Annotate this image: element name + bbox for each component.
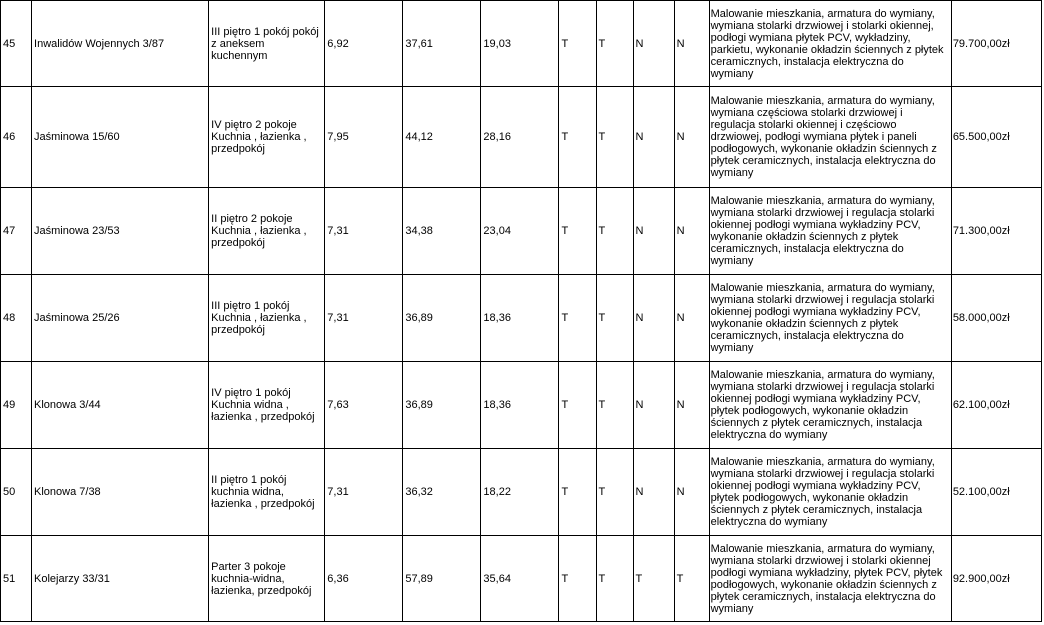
- table-row: [1, 87, 1042, 188]
- price-cell: 79.700,00zł: [951, 1, 1041, 87]
- flag-cell-3: N: [633, 275, 674, 362]
- value-cell-1: 7,63: [325, 362, 403, 449]
- flag-cell-3: T: [633, 536, 674, 622]
- flag-cell-3: N: [633, 87, 674, 188]
- value-cell-3: 18,22: [481, 449, 559, 536]
- flag-cell-1: T: [559, 87, 596, 188]
- flag-cell-1: T: [559, 188, 596, 275]
- layout-cell: IV piętro 2 pokoje Kuchnia , łazienka , przedpokój: [209, 87, 325, 188]
- address-cell: Klonowa 3/44: [32, 362, 209, 449]
- row-number: 49: [1, 362, 32, 449]
- value-cell-1: 6,92: [325, 1, 403, 87]
- value-cell-1: 7,31: [325, 275, 403, 362]
- value-cell-3: 23,04: [481, 188, 559, 275]
- description-cell: Malowanie mieszkania, armatura do wymiany, wymiana stolarki drzwiowej i regulacja stolarki okiennej podłogi wymiana wykładziny PCV, płytek podłogowych, wykonanie okładzin ściennych z płytek ceramicznych, instalacja elektryczna do wymiany: [709, 449, 951, 536]
- address-cell: Jaśminowa 15/60: [32, 87, 209, 188]
- flag-cell-2: T: [596, 536, 633, 622]
- flag-cell-2: T: [596, 275, 633, 362]
- flag-cell-2: T: [596, 87, 633, 188]
- flag-cell-4: N: [674, 275, 709, 362]
- row-number: 51: [1, 536, 32, 622]
- table-row: [1, 188, 1042, 275]
- address-cell: Klonowa 7/38: [32, 449, 209, 536]
- flag-cell-3: N: [633, 188, 674, 275]
- flag-cell-1: T: [559, 1, 596, 87]
- price-cell: 62.100,00zł: [951, 362, 1041, 449]
- flag-cell-4: N: [674, 449, 709, 536]
- description-cell: Malowanie mieszkania, armatura do wymiany, wymiana stolarki drzwiowej i regulacja stolarki okiennej podłogi wymiana wykładziny PCV, wykonanie okładzin ściennych z płytek ceramicznych, instalacja elektryczna do wymiany: [709, 275, 951, 362]
- table-row: [1, 536, 1042, 622]
- flag-cell-2: T: [596, 362, 633, 449]
- value-cell-2: 36,89: [403, 275, 481, 362]
- row-number: 45: [1, 1, 32, 87]
- flag-cell-4: N: [674, 1, 709, 87]
- price-cell: 58.000,00zł: [951, 275, 1041, 362]
- flag-cell-2: T: [596, 1, 633, 87]
- value-cell-3: 18,36: [481, 362, 559, 449]
- value-cell-3: 28,16: [481, 87, 559, 188]
- value-cell-2: 36,32: [403, 449, 481, 536]
- value-cell-3: 35,64: [481, 536, 559, 622]
- row-number: 47: [1, 188, 32, 275]
- address-cell: Jaśminowa 23/53: [32, 188, 209, 275]
- flag-cell-3: N: [633, 1, 674, 87]
- description-cell: Malowanie mieszkania, armatura do wymiany, wymiana częściowa stolarki drzwiowej i regulacja stolarki okiennej i częściowo drzwiowej, podłogi wymiana płytek i paneli podłogowych, wykonanie okładzin ściennych z płytek ceramicznych, instalacja elektryczna do wymiany: [709, 87, 951, 188]
- description-cell: Malowanie mieszkania, armatura do wymiany, wymiana stolarki drzwiowej i stolarki okiennej podłogi wymiana wykładziny, płytek PCV, płytek podłogowych, wykonanie okładzin ściennych z płytek ceramicznych, instalacja elektryczna do wymiany: [709, 536, 951, 622]
- value-cell-2: 36,89: [403, 362, 481, 449]
- table-row: [1, 1, 1042, 87]
- value-cell-2: 44,12: [403, 87, 481, 188]
- table-row: [1, 362, 1042, 449]
- value-cell-1: 7,95: [325, 87, 403, 188]
- flag-cell-2: T: [596, 188, 633, 275]
- value-cell-2: 34,38: [403, 188, 481, 275]
- layout-cell: III piętro 1 pokój Kuchnia , łazienka , przedpokój: [209, 275, 325, 362]
- flag-cell-3: N: [633, 362, 674, 449]
- layout-cell: Parter 3 pokoje kuchnia-widna, łazienka, przedpokój: [209, 536, 325, 622]
- flag-cell-1: T: [559, 449, 596, 536]
- value-cell-1: 7,31: [325, 449, 403, 536]
- flag-cell-2: T: [596, 449, 633, 536]
- value-cell-1: 6,36: [325, 536, 403, 622]
- value-cell-1: 7,31: [325, 188, 403, 275]
- value-cell-2: 37,61: [403, 1, 481, 87]
- address-cell: Kolejarzy 33/31: [32, 536, 209, 622]
- layout-cell: II piętro 1 pokój kuchnia widna, łazienka , przedpokój: [209, 449, 325, 536]
- table-row: [1, 449, 1042, 536]
- address-cell: Jaśminowa 25/26: [32, 275, 209, 362]
- row-number: 46: [1, 87, 32, 188]
- description-cell: Malowanie mieszkania, armatura do wymiany, wymiana stolarki drzwiowej i regulacja stolarki okiennej podłogi wymiana wykładziny PCV, wykonanie okładzin ściennych z płytek ceramicznych, instalacja elektryczna do wymiany: [709, 188, 951, 275]
- flag-cell-1: T: [559, 536, 596, 622]
- flag-cell-3: N: [633, 449, 674, 536]
- layout-cell: II piętro 2 pokoje Kuchnia , łazienka , przedpokój: [209, 188, 325, 275]
- flag-cell-4: N: [674, 362, 709, 449]
- description-cell: Malowanie mieszkania, armatura do wymiany, wymiana stolarki drzwiowej i stolarki okiennej, podłogi wymiana płytek PCV, wykładziny, parkietu, wykonanie okładzin ściennych z płytek ceramicznych, instalacja elektryczna do wymiany: [709, 1, 951, 87]
- price-cell: 92.900,00zł: [951, 536, 1041, 622]
- price-cell: 71.300,00zł: [951, 188, 1041, 275]
- flag-cell-1: T: [559, 275, 596, 362]
- layout-cell: III piętro 1 pokój pokój z aneksem kuchennym: [209, 1, 325, 87]
- address-cell: Inwalidów Wojennych 3/87: [32, 1, 209, 87]
- value-cell-2: 57,89: [403, 536, 481, 622]
- table-row: [1, 275, 1042, 362]
- layout-cell: IV piętro 1 pokój Kuchnia widna , łazienka , przedpokój: [209, 362, 325, 449]
- price-cell: 65.500,00zł: [951, 87, 1041, 188]
- price-cell: 52.100,00zł: [951, 449, 1041, 536]
- description-cell: Malowanie mieszkania, armatura do wymiany, wymiana stolarki drzwiowej i regulacja stolarki okiennej podłogi wymiana wykładziny PCV, płytek podłogowych, wykonanie okładzin ściennych z płytek ceramicznych, instalacja elektryczna do wymiany: [709, 362, 951, 449]
- flag-cell-4: N: [674, 188, 709, 275]
- flag-cell-1: T: [559, 362, 596, 449]
- row-number: 48: [1, 275, 32, 362]
- value-cell-3: 19,03: [481, 1, 559, 87]
- value-cell-3: 18,36: [481, 275, 559, 362]
- flag-cell-4: T: [674, 536, 709, 622]
- row-number: 50: [1, 449, 32, 536]
- flag-cell-4: N: [674, 87, 709, 188]
